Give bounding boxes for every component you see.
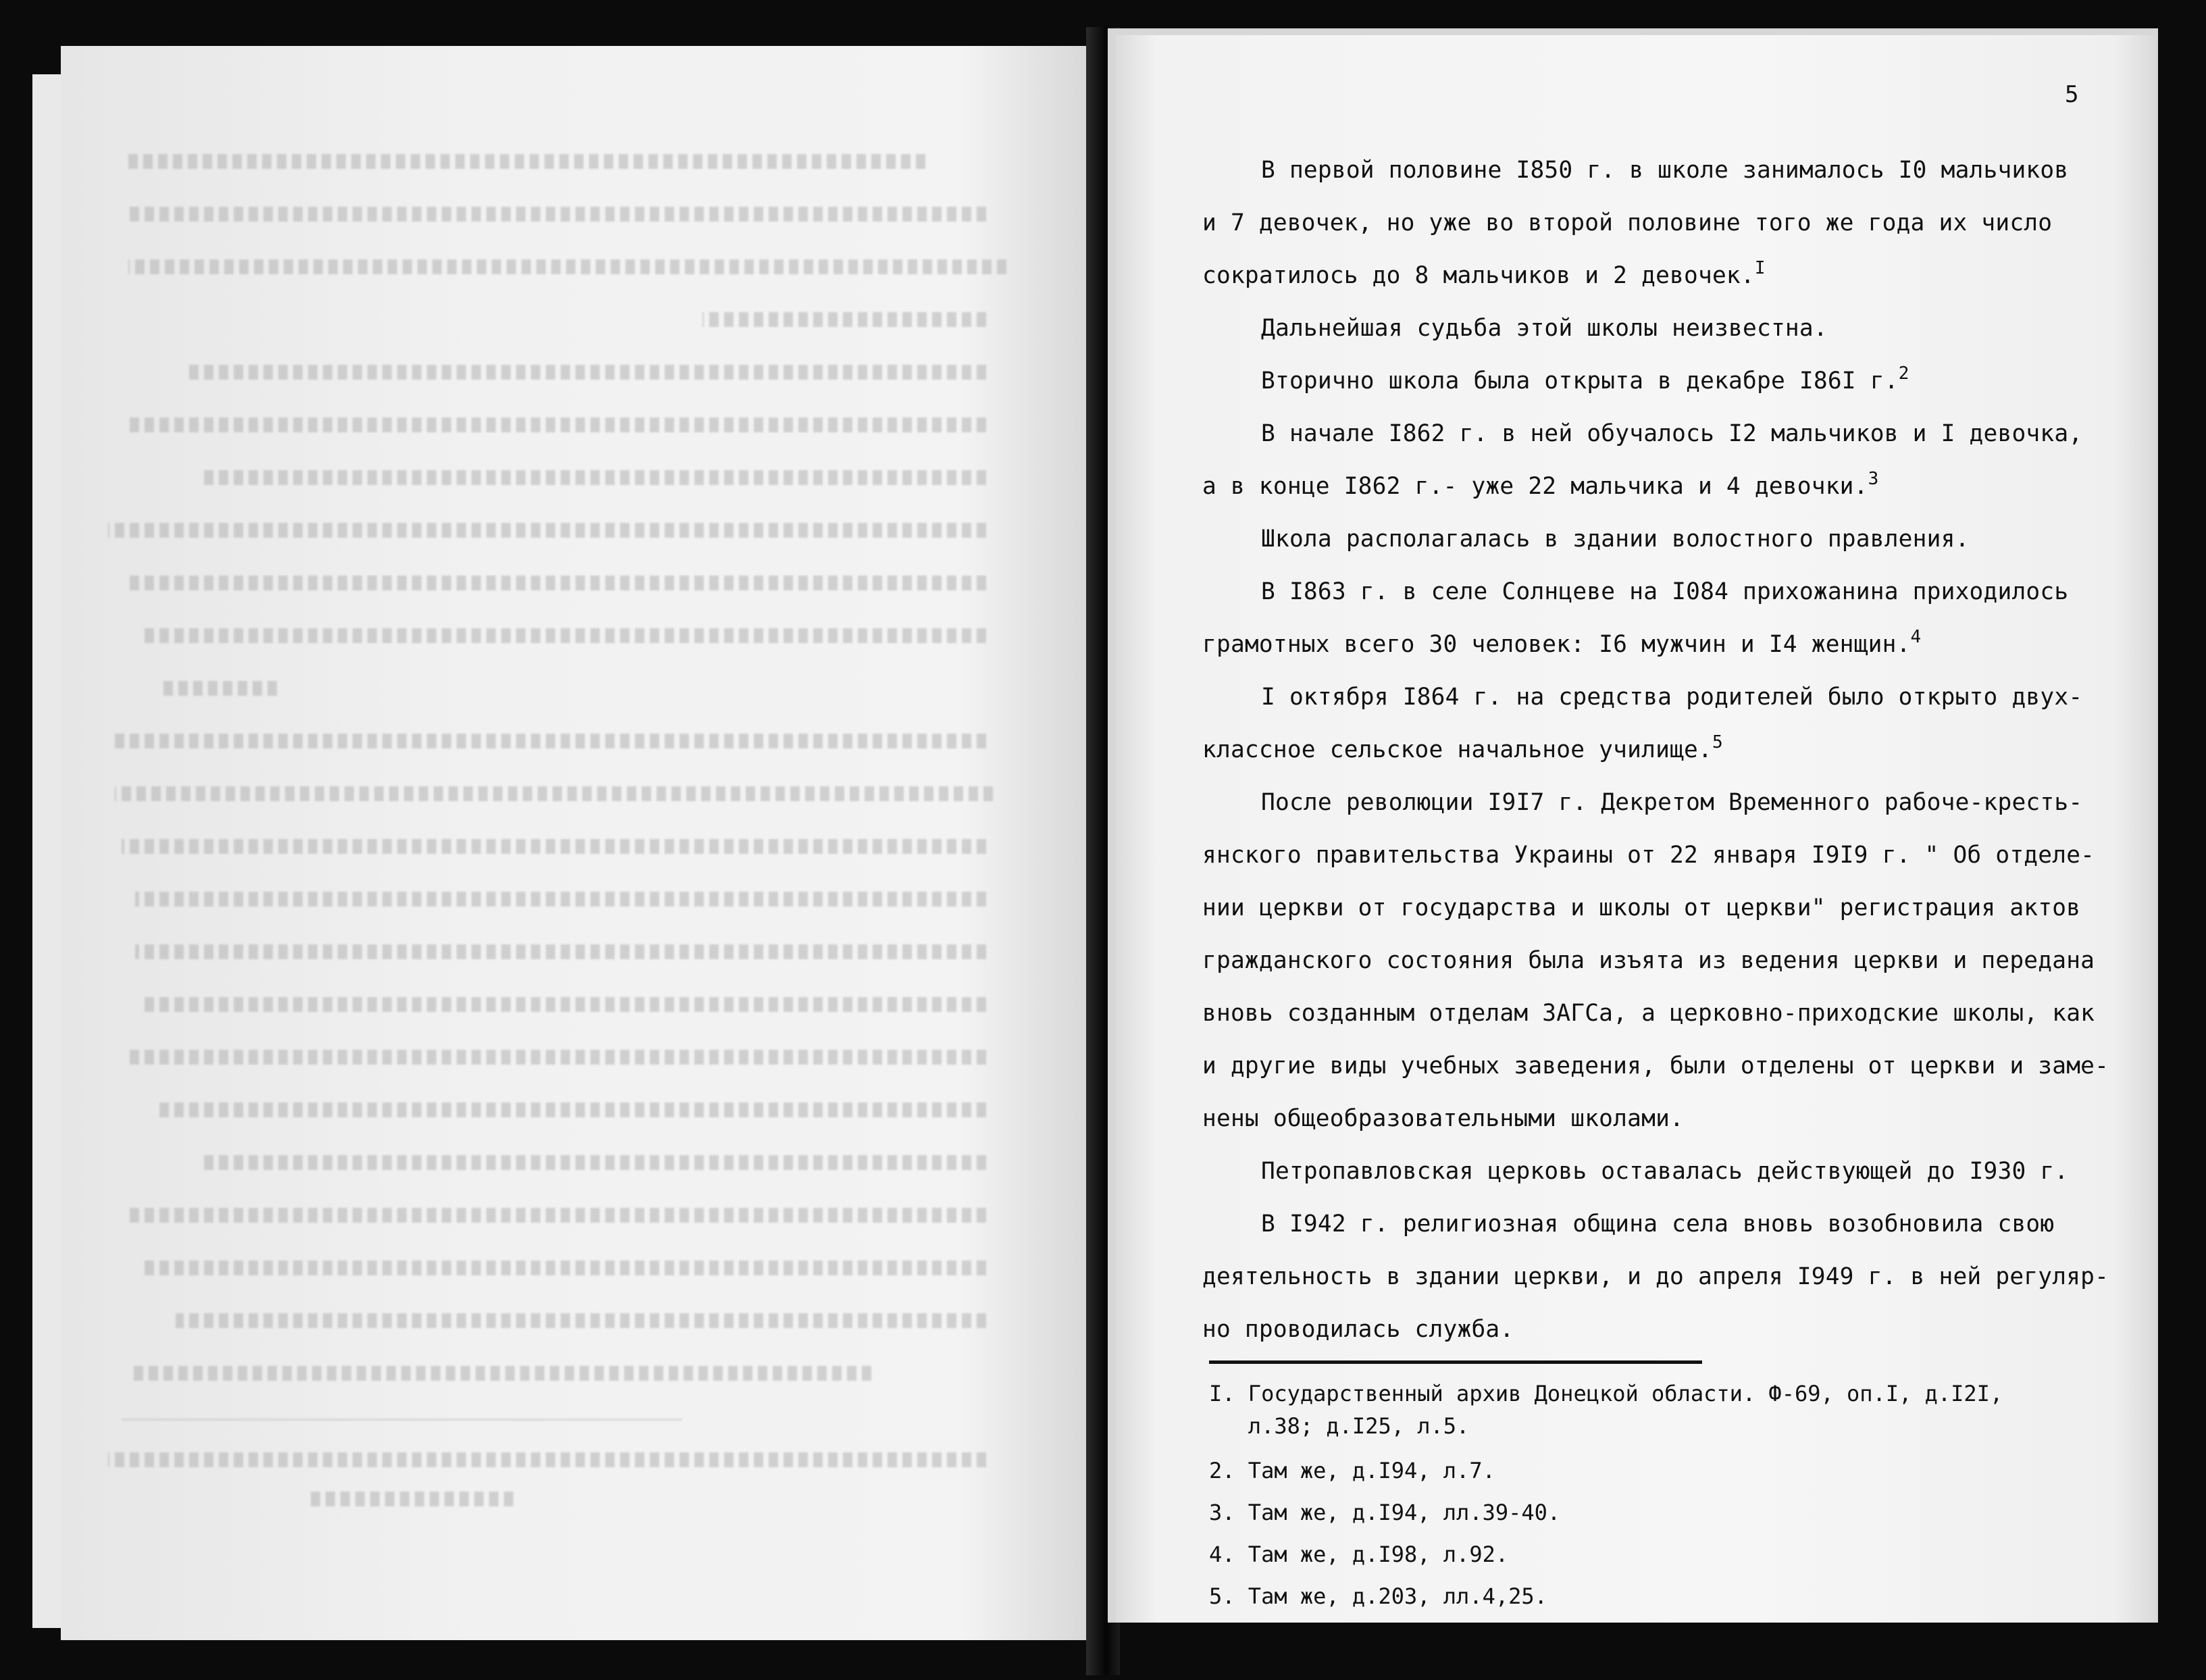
text-line: I октября I864 г. на средства родителей было открыто двух- [1261,684,2083,711]
footnote-marker: 5 [1712,732,1723,753]
footnote: 3. Там же, д.I94, лл.39-40. [1209,1500,1561,1525]
text-line: классное сельское начальное училище.$^5$ [1202,732,1723,763]
text-line: После революции I9I7 г. Декретом Временного рабоче-кресть- [1261,789,2083,816]
text-line: В начале I862 г. в ней обучалось I2 мальчиков и I девочка, [1261,420,2083,447]
footnote-marker: 2 [1898,363,1909,384]
text-line: янского правительства Украины от 22 января I9I9 г. " Об отделе- [1202,842,2095,869]
text-line: гражданского состояния была изъята из ведения церкви и передана [1202,947,2095,974]
footnote: I. Государственный архив Донецкой области. Ф-69, оп.I, д.I2I, [1209,1381,2003,1406]
left-page [61,46,1087,1640]
footnote: 5. Там же, д.203, лл.4,25. [1209,1583,1547,1609]
text-line: и 7 девочек, но уже во второй половине того же года их число [1202,209,2053,236]
footnote: л.38; д.I25, л.5. [1209,1413,1470,1439]
text-line: сократилось до 8 мальчиков и 2 девочек.$^I$ [1202,258,1766,289]
text-line: Вторично школа была открыта в декабре I86I г.$^2$ [1261,363,1909,394]
footnote-marker: I [1754,258,1766,278]
text-line: деятельность в здании церкви, и до апреля I949 г. в ней регуляр- [1202,1263,2109,1290]
footnote-marker: 4 [1910,627,1922,647]
text-line: Дальнейшая судьба этой школы неизвестна. [1261,315,1828,342]
text-line: Школа располагалась в здании волостного правления. [1261,526,1970,553]
footnote-marker: 3 [1868,469,1879,489]
text-line: и другие виды учебных заведения, были отделены от церкви и заме- [1202,1052,2109,1079]
footnote: 4. Там же, д.I98, л.92. [1209,1542,1509,1567]
footnote-separator [1209,1360,1702,1364]
text-line: но проводилась служба. [1202,1316,1514,1343]
text-line: В первой половине I850 г. в школе занималось I0 мальчиков [1261,157,2069,184]
footnote: 2. Там же, д.I94, л.7. [1209,1458,1495,1483]
text-line: Петропавловская церковь оставалась действующей до I930 г. [1261,1158,2069,1185]
text-line: вновь созданным отделам ЗАГСа, а церковно-приходские школы, как [1202,1000,2095,1027]
text-line: В I942 г. религиозная община села вновь возобновила свою [1261,1211,2055,1238]
text-line: нии церкви от государства и школы от церкви" регистрация актов [1202,894,2081,921]
right-page [1116,35,2156,1623]
text-line: а в конце I862 г.- уже 22 мальчика и 4 девочки.$^3$ [1202,469,1879,500]
text-line: грамотных всего 30 человек: I6 мужчин и I4 женщин.$^4$ [1202,627,1922,658]
text-line: нены общеобразовательными школами. [1202,1105,1685,1132]
text-line: В I863 г. в селе Солнцеве на I084 прихожанина приходилось [1261,578,2069,605]
page-number: 5 [2065,81,2079,108]
bleed-through-text [61,46,1087,1640]
